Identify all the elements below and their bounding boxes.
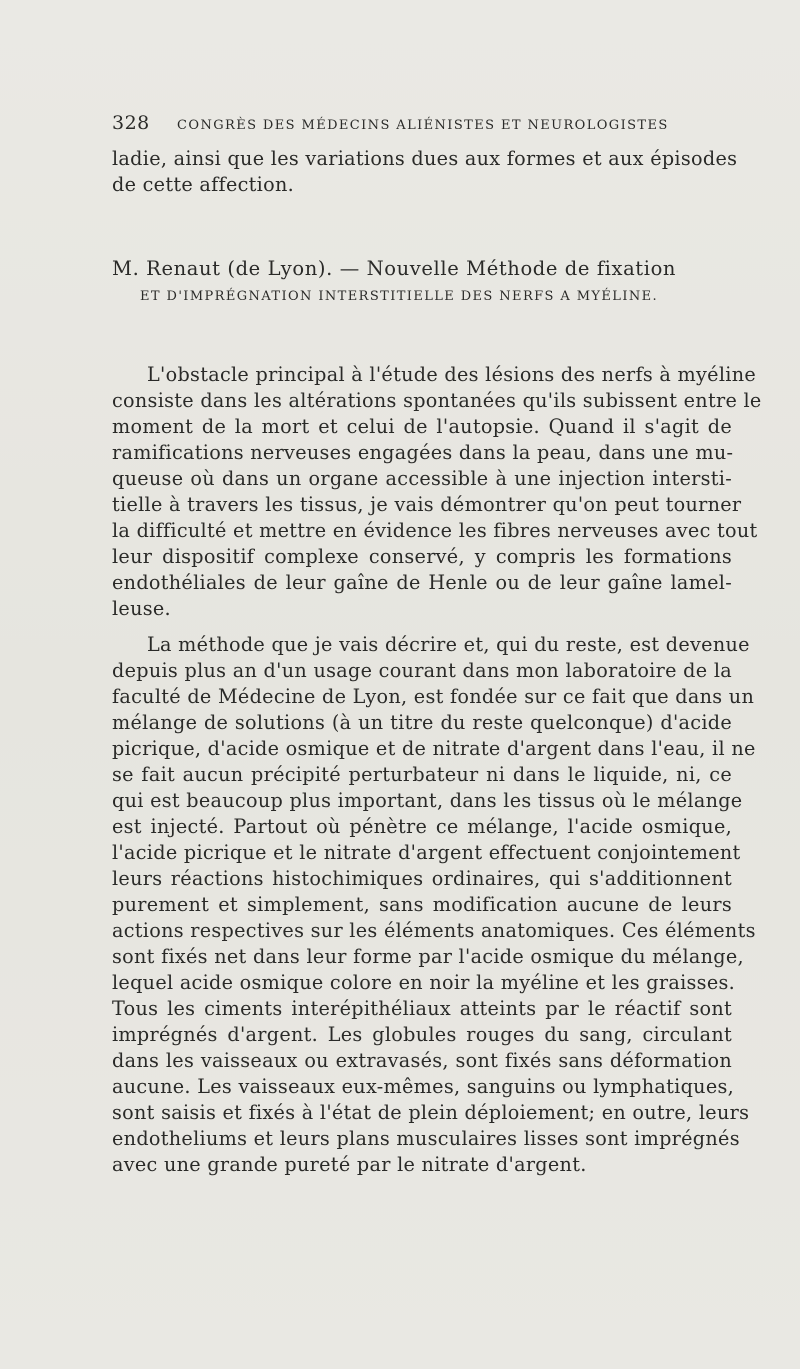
paragraph-2 bbox=[112, 632, 756, 1178]
text-line: sont saisis et fixés à l'état de plein déploiement; en outre, leurs bbox=[112, 1101, 750, 1124]
running-title: CONGRÈS DES MÉDECINS ALIÉNISTES ET NEUROLOGISTES bbox=[177, 118, 669, 133]
article-heading-line-1: M. Renaut (de Lyon). — Nouvelle Méthode de fixation bbox=[112, 257, 677, 280]
text-line: faculté de Médecine de Lyon, est fondée sur ce fait que dans un bbox=[112, 685, 755, 708]
text-line: avec une grande pureté par le nitrate d'argent. bbox=[112, 1153, 587, 1176]
text-line: ramifications nerveuses engagées dans la peau, dans une mu- bbox=[112, 441, 734, 464]
text-line: mélange de solutions (à un titre du reste quelconque) d'acide bbox=[112, 711, 732, 734]
article-heading bbox=[112, 257, 737, 313]
text-line: est injecté. Partout où pénètre ce mélange, l'acide osmique, bbox=[112, 815, 732, 838]
text-line: de cette affection. bbox=[112, 173, 295, 196]
text-line: queuse où dans un organe accessible à une injection intersti- bbox=[112, 467, 732, 490]
text-line: ladie, ainsi que les variations dues aux formes et aux épisodes bbox=[112, 147, 738, 170]
text-line: L'obstacle principal à l'étude des lésions des nerfs à myéline bbox=[147, 363, 757, 386]
text-line: la difficulté et mettre en évidence les fibres nerveuses avec tout bbox=[112, 519, 758, 542]
text-line: purement et simplement, sans modification aucune de leurs bbox=[112, 893, 732, 916]
text-line: aucune. Les vaisseaux eux-mêmes, sanguins ou lymphatiques, bbox=[112, 1075, 735, 1098]
text-line: dans les vaisseaux ou extravasés, sont fixés sans déformation bbox=[112, 1049, 732, 1072]
text-line: qui est beaucoup plus important, dans les tissus où le mélange bbox=[112, 789, 743, 812]
text-line: consiste dans les altérations spontanées qu'ils subissent entre le bbox=[112, 389, 762, 412]
text-line: sont fixés net dans leur forme par l'acide osmique du mélange, bbox=[112, 945, 744, 968]
text-line: Tous les ciments interépithéliaux atteints par le réactif sont bbox=[112, 997, 732, 1020]
text-line: moment de la mort et celui de l'autopsie. Quand il s'agit de bbox=[112, 415, 732, 438]
intro-text bbox=[112, 146, 738, 198]
text-line: leur dispositif complexe conservé, y compris les formations bbox=[112, 545, 732, 568]
text-line: endotheliums et leurs plans musculaires lisses sont imprégnés bbox=[112, 1127, 740, 1150]
text-line: tielle à travers les tissus, je vais démontrer qu'on peut tourner bbox=[112, 493, 742, 516]
text-line: l'acide picrique et le nitrate d'argent effectuent conjointement bbox=[112, 841, 741, 864]
text-line: lequel acide osmique colore en noir la myéline et les graisses. bbox=[112, 971, 736, 994]
paragraph-1 bbox=[112, 362, 762, 622]
running-header bbox=[112, 112, 712, 134]
text-line: actions respectives sur les éléments anatomiques. Ces éléments bbox=[112, 919, 756, 942]
text-line: leuse. bbox=[112, 597, 171, 620]
text-line: imprégnés d'argent. Les globules rouges du sang, circulant bbox=[112, 1023, 732, 1046]
text-line: se fait aucun précipité perturbateur ni dans le liquide, ni, ce bbox=[112, 763, 732, 786]
article-heading-line-2: ET D'IMPRÉGNATION INTERSTITIELLE DES NERFS A MYÉLINE. bbox=[140, 289, 659, 304]
text-line: leurs réactions histochimiques ordinaires, qui s'additionnent bbox=[112, 867, 732, 890]
text-line: picrique, d'acide osmique et de nitrate d'argent dans l'eau, il ne bbox=[112, 737, 756, 760]
page-number: 328 bbox=[112, 112, 150, 134]
text-line: La méthode que je vais décrire et, qui du reste, est devenue bbox=[147, 633, 750, 656]
text-line: depuis plus an d'un usage courant dans mon laboratoire de la bbox=[112, 659, 732, 682]
text-line: endothéliales de leur gaîne de Henle ou de leur gaîne lamel- bbox=[112, 571, 732, 594]
